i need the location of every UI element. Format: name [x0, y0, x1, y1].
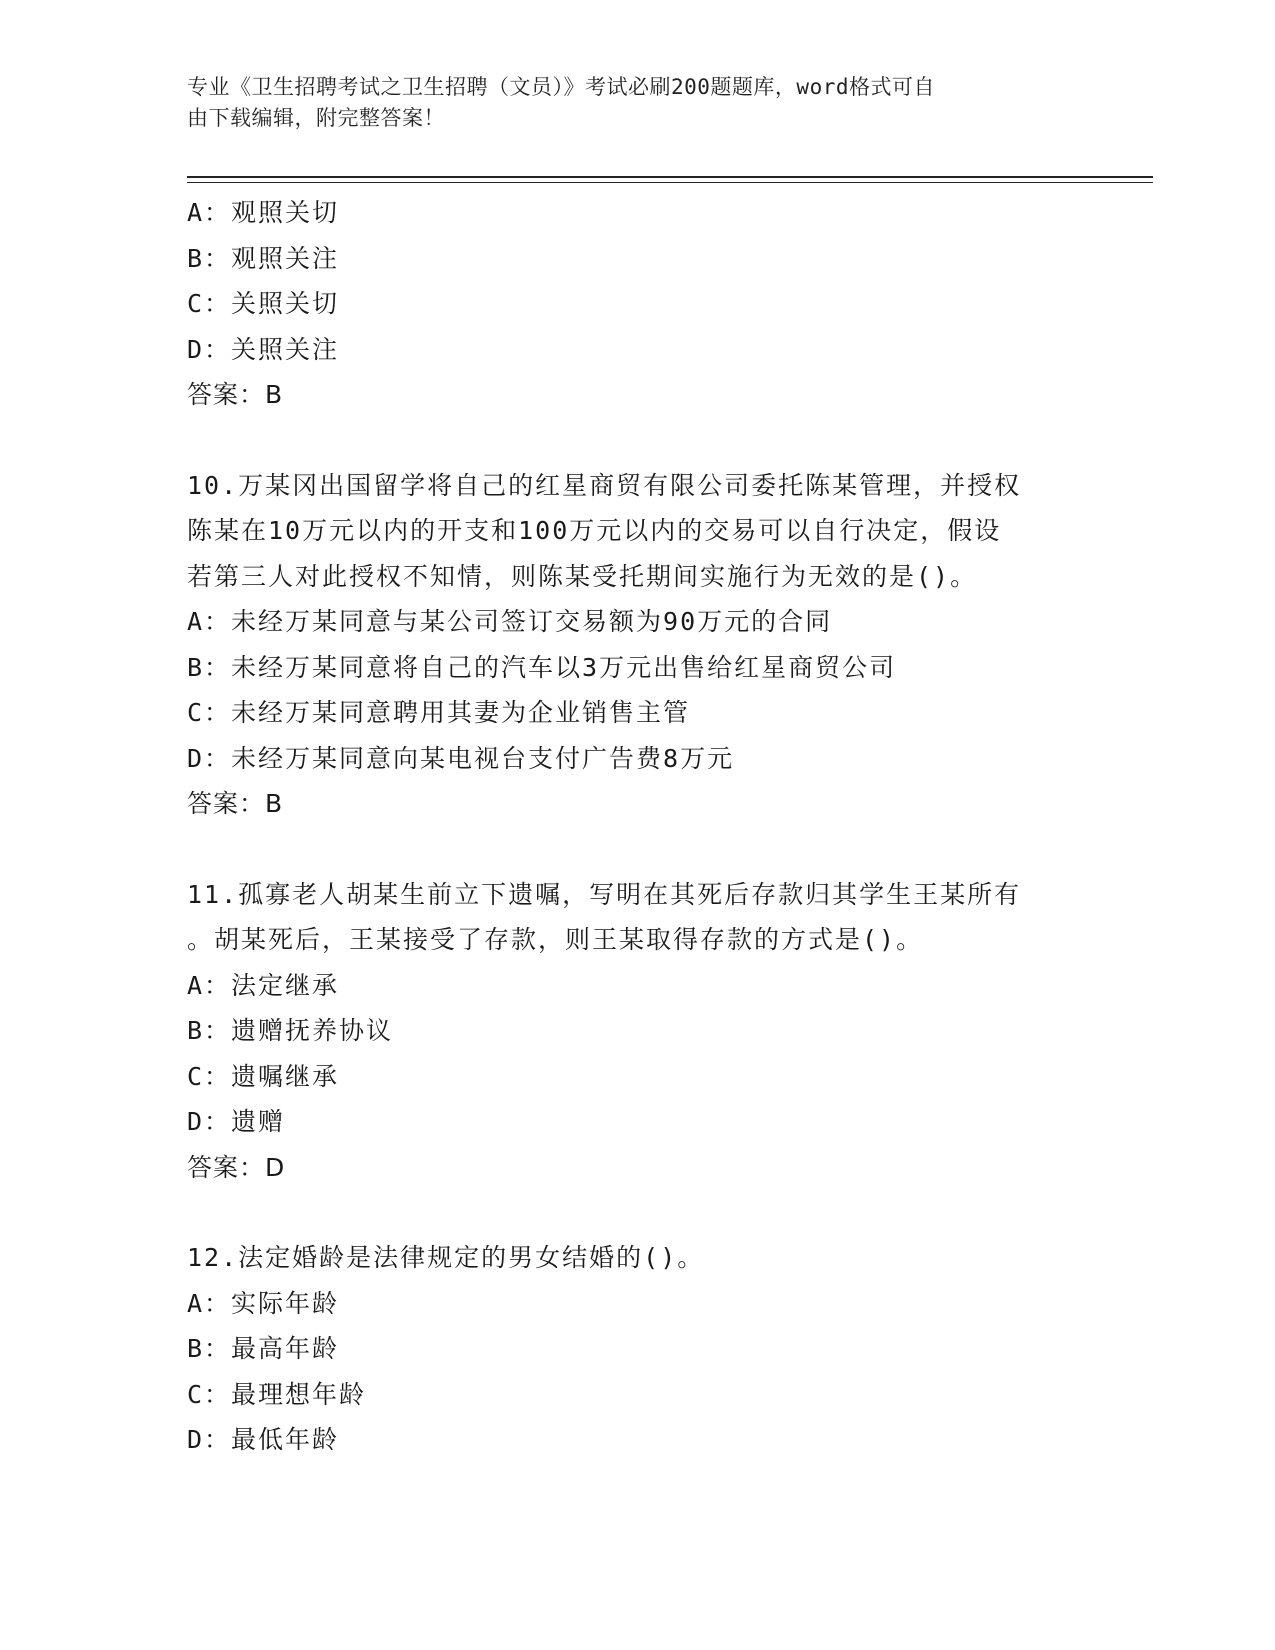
- option-b: B：观照关注: [187, 243, 340, 273]
- option-a: A：未经万某同意与某公司签订交易额为90万元的合同: [187, 607, 833, 636]
- question-11: [187, 872, 1087, 1191]
- option-a: A：法定继承: [187, 970, 340, 1000]
- option-d: D：未经万某同意向某电视台支付广告费8万元: [187, 743, 735, 773]
- option-c: C：关照关切: [187, 289, 340, 318]
- option-d: D：遗赠: [187, 1107, 286, 1136]
- option-c: C：未经万某同意聘用其妻为企业销售主管: [187, 698, 691, 727]
- option-b: B：最高年龄: [187, 1334, 340, 1363]
- option-a: A：实际年龄: [187, 1288, 340, 1318]
- header-divider-thick: [187, 176, 1153, 178]
- document-header: [187, 72, 1087, 134]
- question-stem-line-1: 11.孤寡老人胡某生前立下遗嘱，写明在其死后存款归其学生王某所有: [187, 879, 1022, 909]
- answer-line: 答案：D: [187, 1152, 286, 1182]
- question-10: [187, 463, 1087, 827]
- question-stem-line-2: 陈某在10万元以内的开支和100万元以内的交易可以自行决定，假设: [187, 516, 1002, 545]
- question-9: [187, 190, 1087, 418]
- option-d: D：最低年龄: [187, 1425, 340, 1454]
- spacer: [187, 827, 1087, 872]
- question-stem-line-2: 。胡某死后，王某接受了存款，则王某取得存款的方式是()。: [187, 925, 924, 954]
- answer-line: 答案：B: [187, 789, 284, 818]
- question-12: [187, 1235, 1087, 1463]
- option-c: C：最理想年龄: [187, 1379, 367, 1409]
- question-list: [187, 190, 1087, 1463]
- option-b: B：遗赠抚养协议: [187, 1016, 394, 1045]
- question-stem-line-3: 若第三人对此授权不知情，则陈某受托期间实施行为无效的是()。: [187, 561, 978, 591]
- option-c: C：遗嘱继承: [187, 1061, 340, 1091]
- option-d: D：关照关注: [187, 334, 340, 364]
- answer-line: 答案：B: [187, 380, 284, 409]
- header-line-1: 专业《卫生招聘考试之卫生招聘（文员）》考试必刷200题题库，word格式可自: [187, 75, 935, 99]
- spacer: [187, 418, 1087, 463]
- option-b: B：未经万某同意将自己的汽车以3万元出售给红星商贸公司: [187, 652, 897, 682]
- question-stem-line-1: 12.法定婚龄是法律规定的男女结婚的()。: [187, 1243, 705, 1272]
- spacer: [187, 1190, 1087, 1235]
- header-line-2: 由下载编辑，附完整答案！: [187, 106, 445, 130]
- option-a: A：观照关切: [187, 198, 340, 227]
- question-stem-line-1: 10.万某冈出国留学将自己的红星商贸有限公司委托陈某管理，并授权: [187, 470, 1022, 500]
- header-divider-thin: [187, 182, 1153, 183]
